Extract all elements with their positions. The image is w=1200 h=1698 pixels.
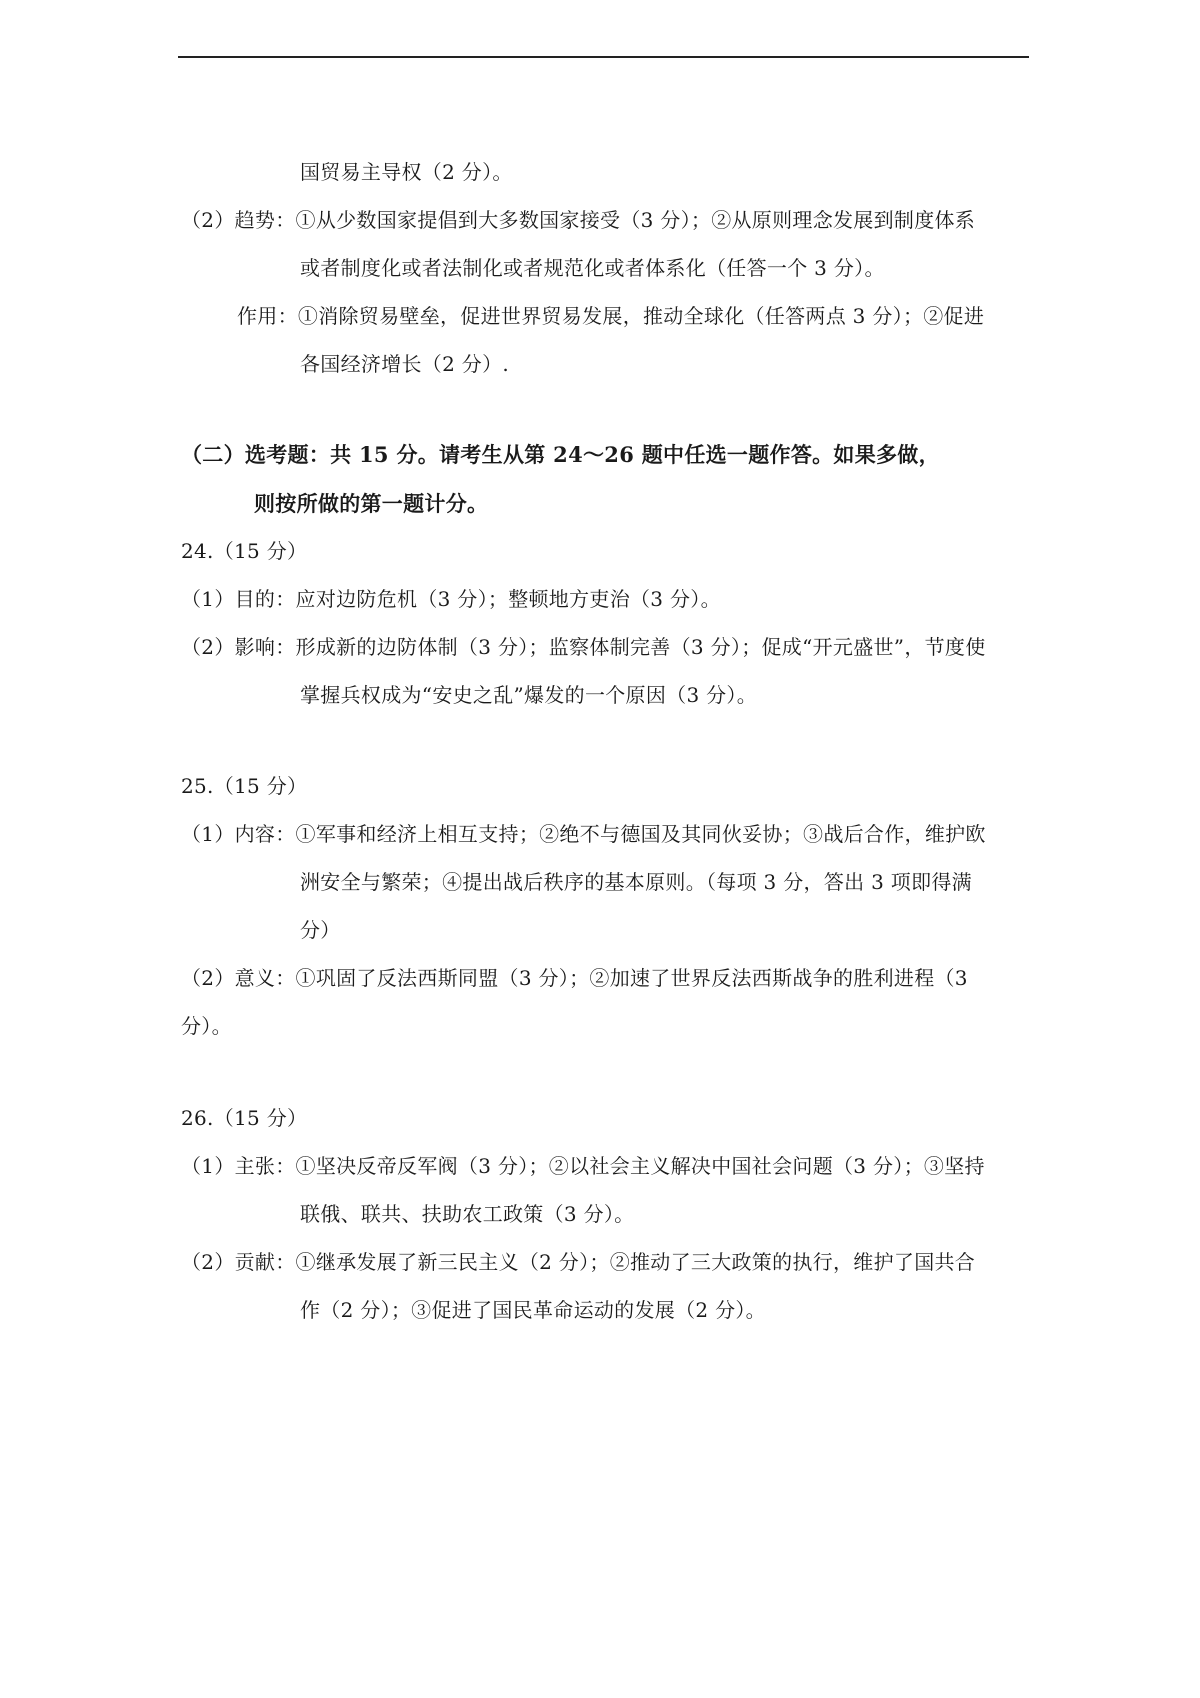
q23-part2-effect-line2: 各国经济增长（2 分）. (300, 352, 510, 376)
q25-part2-line2: 分）。 (181, 1014, 232, 1038)
q25-part1-line3: 分） (300, 918, 341, 942)
q23-part1-tail: 国贸易主导权（2 分）。 (300, 160, 513, 184)
elective-heading-line2: 则按所做的第一题计分。 (254, 491, 489, 516)
q24-title: 24.（15 分） (181, 539, 308, 563)
q25-part1-line2: 洲安全与繁荣；④提出战后秩序的基本原则。（每项 3 分，答出 3 项即得满 (300, 870, 972, 894)
header-rule (178, 56, 1029, 58)
elective-heading-line1: （二）选考题：共 15 分。请考生从第 24～26 题中任选一题作答。如果多做， (181, 442, 940, 467)
q25-title: 25.（15 分） (181, 774, 308, 798)
q24-part2-line1: （2）影响：形成新的边防体制（3 分）；监察体制完善（3 分）；促成“开元盛世”，节度使 (181, 635, 986, 659)
q26-part1-line1: （1）主张：①坚决反帝反军阀（3 分）；②以社会主义解决中国社会问题（3 分）；③坚持 (181, 1154, 985, 1178)
q25-part1-line1: （1）内容：①军事和经济上相互支持；②绝不与德国及其同伙妥协；③战后合作，维护欧 (181, 822, 986, 846)
q23-part2-trend-line2: 或者制度化或者法制化或者规范化或者体系化（任答一个 3 分）。 (300, 256, 885, 280)
q23-part2-effect-line1: 作用：①消除贸易壁垒，促进世界贸易发展，推动全球化（任答两点 3 分）；②促进 (237, 304, 985, 328)
q24-part1: （1）目的：应对边防危机（3 分）；整顿地方吏治（3 分）。 (181, 587, 721, 611)
q26-part2-line1: （2）贡献：①继承发展了新三民主义（2 分）；②推动了三大政策的执行，维护了国共合 (181, 1250, 976, 1274)
q26-title: 26.（15 分） (181, 1106, 308, 1130)
q26-part2-line2: 作（2 分）；③促进了国民革命运动的发展（2 分）。 (300, 1298, 766, 1322)
q26-part1-line2: 联俄、联共、扶助农工政策（3 分）。 (300, 1202, 635, 1226)
q24-part2-line2: 掌握兵权成为“安史之乱”爆发的一个原因（3 分）。 (300, 683, 758, 707)
q25-part2-line1: （2）意义：①巩固了反法西斯同盟（3 分）；②加速了世界反法西斯战争的胜利进程（3 (181, 966, 968, 990)
q23-part2-trend-line1: （2）趋势：①从少数国家提倡到大多数国家接受（3 分）；②从原则理念发展到制度体系 (181, 208, 976, 232)
